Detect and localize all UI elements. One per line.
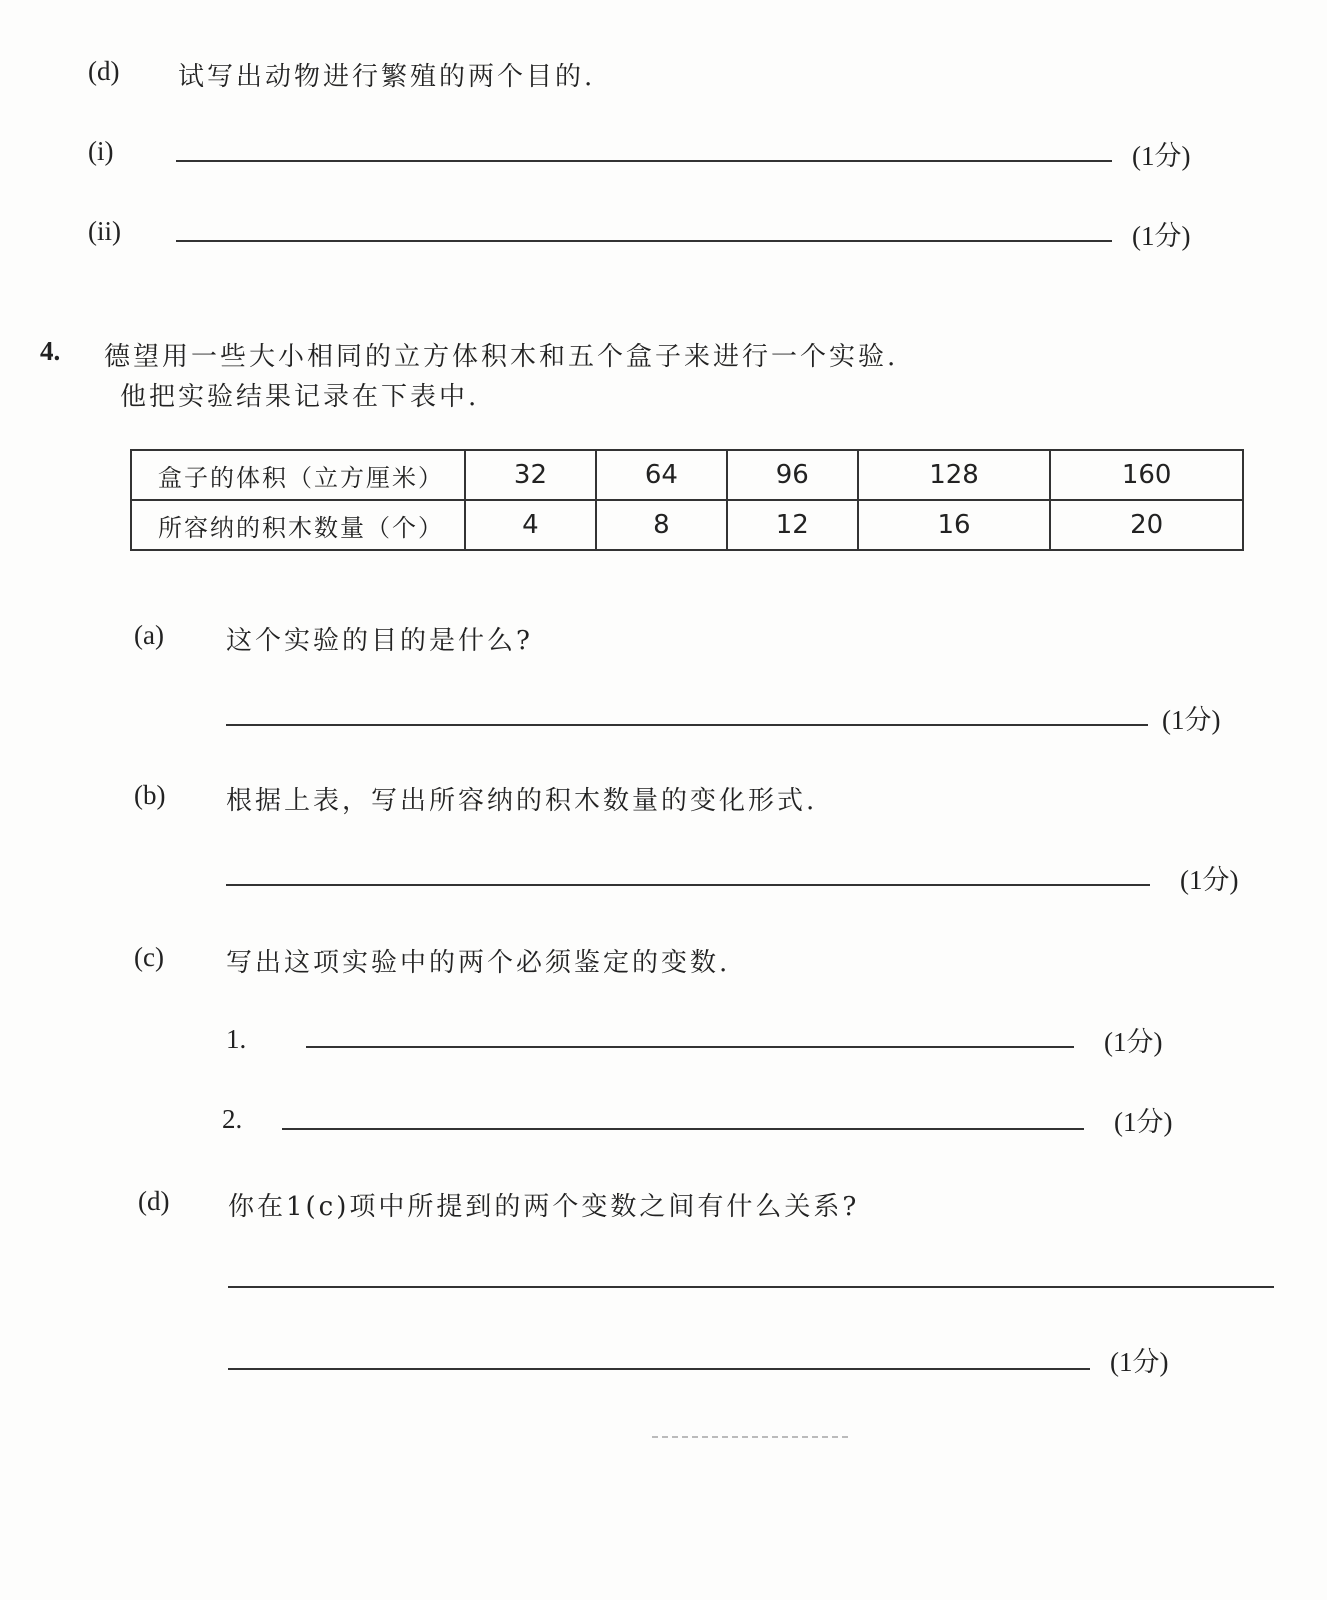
q4c-item1-marks: (1分): [1104, 1027, 1163, 1057]
answer-line-q3d-i[interactable]: [176, 160, 1112, 162]
answer-line-q4a[interactable]: [226, 724, 1148, 726]
answer-line-q4d-2[interactable]: [228, 1368, 1090, 1370]
q3d-label: (d): [88, 56, 120, 86]
table-cell: 128: [858, 450, 1051, 500]
table-row-blocks: [131, 500, 1243, 550]
table-cell: 8: [596, 500, 727, 550]
q4-number: 4.: [40, 336, 61, 366]
table-cell: 20: [1050, 500, 1243, 550]
answer-line-q4d-1[interactable]: [228, 1286, 1274, 1288]
table-cell: 96: [727, 450, 858, 500]
q3d-prompt: 试写出动物进行繁殖的两个目的.: [178, 62, 596, 92]
q4-intro-line2: 他把实验结果记录在下表中.: [120, 382, 480, 412]
q4c-item2-marks: (1分): [1114, 1107, 1173, 1137]
q4b-question: 根据上表，写出所容纳的积木数量的变化形式.: [226, 786, 818, 816]
q3d-ii-marks: (1分): [1132, 221, 1191, 251]
table-header-volume: 盒子的体积（立方厘米）: [131, 450, 465, 500]
q3d-i-label: (i): [88, 136, 114, 166]
table-row-volume: [131, 450, 1243, 500]
table-cell: 160: [1050, 450, 1243, 500]
answer-line-q4b[interactable]: [226, 884, 1150, 886]
q4b-marks: (1分): [1180, 865, 1239, 895]
table-header-blocks: 所容纳的积木数量（个）: [131, 500, 465, 550]
q4a-marks: (1分): [1162, 705, 1221, 735]
answer-line-q4c-2[interactable]: [282, 1128, 1084, 1130]
q4c-question: 写出这项实验中的两个必须鉴定的变数.: [226, 948, 731, 978]
q4c-label: (c): [134, 942, 164, 972]
answer-line-q4c-1[interactable]: [306, 1046, 1074, 1048]
table-cell: 12: [727, 500, 858, 550]
q4a-question: 这个实验的目的是什么?: [226, 626, 533, 656]
q4b-label: (b): [134, 780, 166, 810]
q4d-marks: (1分): [1110, 1347, 1169, 1377]
results-table: [130, 449, 1244, 551]
q4c-item2-number: 2.: [222, 1104, 243, 1134]
q4-intro-line1: 德望用一些大小相同的立方体积木和五个盒子来进行一个实验.: [104, 342, 899, 372]
q4c-item1-number: 1.: [226, 1024, 247, 1054]
q3d-i-marks: (1分): [1132, 141, 1191, 171]
q3d-ii-label: (ii): [88, 216, 121, 246]
q4d-question: 你在1(c)项中所提到的两个变数之间有什么关系?: [228, 1192, 860, 1222]
table-cell: 16: [858, 500, 1051, 550]
q4d-label: (d): [138, 1186, 170, 1216]
footer-divider: [652, 1436, 848, 1438]
q4a-label: (a): [134, 620, 164, 650]
answer-line-q3d-ii[interactable]: [176, 240, 1112, 242]
table-cell: 4: [465, 500, 596, 550]
table-cell: 64: [596, 450, 727, 500]
table-cell: 32: [465, 450, 596, 500]
